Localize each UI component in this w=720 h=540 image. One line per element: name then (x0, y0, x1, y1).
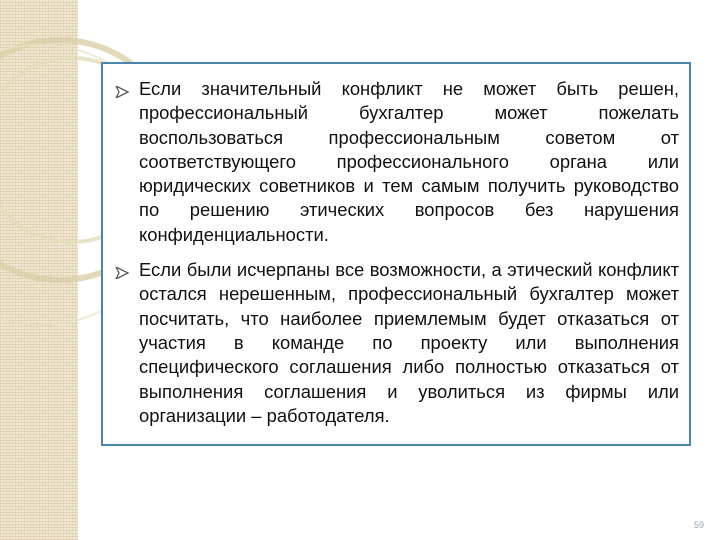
bullet-list (103, 64, 689, 428)
list-item (115, 77, 679, 247)
page-number: 59 (693, 520, 704, 530)
arrowhead-bullet-icon (115, 86, 129, 98)
list-item (115, 258, 679, 428)
bullet-text: Если были исчерпаны все возможности, а этический конфликт остался нерешенным, профессиональный бухгалтер может посчитать, что наиболее приемлемым будет отказаться от участия в команде по проекту или выполнения специфического соглашения либо полностью отказаться от выполнения соглашения и уволиться из фирмы или организации – работодателя. (139, 259, 679, 426)
arrowhead-bullet-icon (115, 267, 129, 279)
bullet-text: Если значительный конфликт не может быть решен, профессиональный бухгалтер может пожелать воспользоваться профессиональным советом от соответствующего профессионального органа или юридических советников и тем самым получить руководство по решению этических вопросов без нарушения конфиденциальности. (139, 78, 679, 245)
content-frame (101, 62, 691, 446)
